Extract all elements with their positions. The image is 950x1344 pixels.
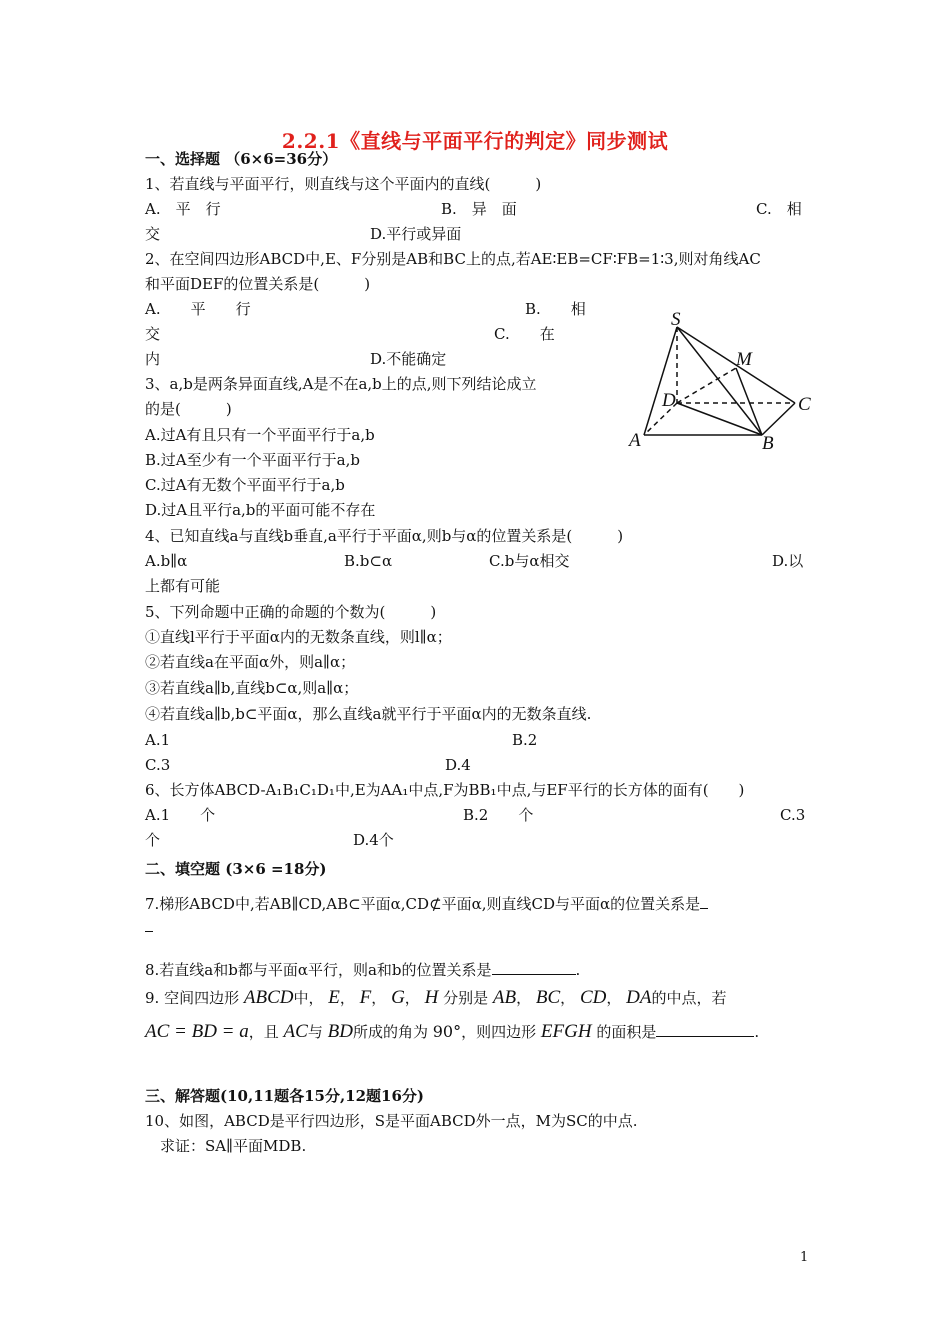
q5-statement-2: ②若直线a在平面α外，则a∥α； bbox=[145, 653, 356, 671]
q9-text: 9. 空间四边形 bbox=[145, 989, 240, 1007]
q2-option-b-cont: 交 bbox=[145, 325, 161, 343]
q9-var-e: E bbox=[328, 987, 340, 1008]
label-d: D bbox=[662, 390, 676, 411]
q3-stem: 3、a,b是两条异面直线,A是不在a,b上的点,则下列结论成立 bbox=[145, 375, 537, 393]
q8-stem: 8.若直线a和b都与平面α平行，则a和b的位置关系是 . bbox=[145, 961, 581, 979]
label-b: B bbox=[762, 433, 774, 454]
q2-stem-cont: 和平面DEF的位置关系是( ) bbox=[145, 275, 371, 293]
q3-stem-cont: 的是( ) bbox=[145, 400, 232, 418]
q7-text: 7.梯形ABCD中,若AB∥CD,AB⊂平面α,CD⊄平面α,则直线CD与平面α的位置关系是 bbox=[145, 895, 701, 913]
label-m: M bbox=[736, 349, 752, 370]
section-choice-heading: 一、选择题 （6×6=36分） bbox=[145, 150, 338, 168]
q9-text-area: 的面积是 bbox=[596, 1023, 657, 1041]
q7-stem bbox=[145, 894, 708, 913]
q9-text-mid: 的中点，若 bbox=[651, 989, 727, 1007]
q9-text-fenbie: 分别是 bbox=[443, 989, 489, 1007]
q5-stem: 5、下列命题中正确的命题的个数为( ) bbox=[145, 603, 437, 621]
q1-stem: 1、若直线与平面平行，则直线与这个平面内的直线( ) bbox=[145, 175, 542, 193]
q9-var-h: H bbox=[424, 987, 439, 1008]
q2-option-b: B. 相 bbox=[525, 300, 586, 318]
q9-var-f: F bbox=[359, 987, 372, 1008]
q9-answer-blank bbox=[656, 1022, 754, 1037]
q9-var-cd: CD bbox=[579, 987, 607, 1008]
q2-stem: 2、在空间四边形ABCD中,E、F分别是AB和BC上的点,若AE∶EB=CF∶FB=1∶3,则对角线AC bbox=[145, 250, 761, 268]
q3-option-b: B.过A至少有一个平面平行于a,b bbox=[145, 451, 360, 469]
q3-option-a: A.过A有且只有一个平面平行于a,b bbox=[145, 426, 375, 444]
q9-angle-value: 90° bbox=[432, 1022, 462, 1041]
q4-option-c: C.b与α相交 bbox=[489, 552, 570, 570]
q9-var-efgh: EFGH bbox=[540, 1021, 592, 1042]
label-s: S bbox=[671, 309, 681, 330]
q9-equation: AC = BD = a bbox=[145, 1021, 249, 1042]
q6-option-a: A.1 个 bbox=[145, 806, 216, 824]
q3-option-d: D.过A且平行a,b的平面可能不存在 bbox=[145, 501, 376, 519]
q9-var-ac: AC bbox=[283, 1021, 308, 1042]
page-title: 2.2.1《直线与平面平行的判定》同步测试 bbox=[281, 129, 669, 153]
q9-text-angle: 所成的角为 bbox=[352, 1023, 428, 1041]
q1-option-a: A. 平 行 bbox=[145, 200, 221, 218]
q2-option-c: C. 在 bbox=[494, 325, 555, 343]
q3-option-c: C.过A有无数个平面平行于a,b bbox=[145, 476, 345, 494]
q10-prove: 求证：SA∥平面MDB. bbox=[160, 1137, 307, 1155]
q9-var-da: DA bbox=[626, 987, 652, 1008]
segment-dm-hidden bbox=[677, 368, 736, 403]
section-solve-heading: 三、解答题(10,11题各15分,12题16分) bbox=[145, 1087, 425, 1105]
q8-answer-blank bbox=[492, 960, 576, 975]
q6-option-c: C.3 bbox=[780, 806, 806, 824]
page-number: 1 bbox=[800, 1250, 809, 1265]
segment-mb bbox=[736, 368, 762, 435]
q6-stem: 6、长方体ABCD-A₁B₁C₁D₁中,E为AA₁中点,F为BB₁中点,与EF平行的长方体的面有( ) bbox=[145, 781, 745, 799]
label-c: C bbox=[798, 394, 811, 415]
q5-option-b: B.2 bbox=[512, 731, 538, 749]
q4-option-d: D.以 bbox=[772, 552, 804, 570]
q4-option-b: B.b⊂α bbox=[344, 552, 393, 570]
q5-option-a: A.1 bbox=[145, 731, 171, 749]
q2-option-a: A. 平 行 bbox=[145, 300, 251, 318]
q4-stem: 4、已知直线a与直线b垂直,a平行于平面α,则b与α的位置关系是( ) bbox=[145, 527, 624, 545]
q9-text-zhong: 中， bbox=[293, 989, 324, 1007]
q5-statement-3: ③若直线a∥b,直线b⊂α,则a∥α； bbox=[145, 679, 359, 697]
q1-option-d: D.平行或异面 bbox=[370, 225, 462, 243]
q5-statement-4: ④若直线a∥b,b⊂平面α，那么直线a就平行于平面α内的无数条直线. bbox=[145, 705, 592, 723]
q6-option-d: D.4个 bbox=[353, 831, 394, 849]
q10-stem: 10、如图，ABCD是平行四边形，S是平面ABCD外一点，M为SC的中点. bbox=[145, 1112, 638, 1130]
q6-option-c-cont: 个 bbox=[145, 831, 161, 849]
q9-line-1: 9. 空间四边形 ABCD中， E， F， G， H 分别是 AB， BC， CD， DA的中点，若 bbox=[145, 987, 727, 1008]
q7-answer-blank bbox=[700, 894, 708, 909]
q1-option-b: B. 异 面 bbox=[441, 200, 517, 218]
q8-text: 8.若直线a和b都与平面α平行，则a和b的位置关系是 bbox=[145, 961, 492, 979]
q1-option-c-cont: 交 bbox=[145, 225, 161, 243]
q5-option-d: D.4 bbox=[445, 756, 471, 774]
q4-option-a: A.b∥α bbox=[145, 552, 188, 570]
q1-option-c: C. 相 bbox=[756, 200, 802, 218]
q7-answer-blank-cont bbox=[145, 917, 153, 932]
q9-var-ab: AB bbox=[492, 987, 517, 1008]
q9-line-2: AC = BD = a，且 AC与 BD所成的角为 90°，则四边形 EFGH 的面积是 . bbox=[145, 1021, 760, 1042]
q9-text-yu: 与 bbox=[307, 1023, 323, 1041]
pyramid-figure bbox=[620, 305, 820, 455]
q9-var-abcd: ABCD bbox=[243, 987, 294, 1008]
q9-var-bd: BD bbox=[327, 1021, 353, 1042]
q5-option-c: C.3 bbox=[145, 756, 171, 774]
q9-var-g: G bbox=[391, 987, 405, 1008]
q6-option-b: B.2 个 bbox=[463, 806, 534, 824]
q2-option-c-cont: 内 bbox=[145, 350, 161, 368]
q9-text-then: ，则四边形 bbox=[461, 1023, 537, 1041]
label-a: A bbox=[629, 430, 641, 451]
section-fill-heading: 二、填空题 (3×6 =18分) bbox=[145, 860, 327, 878]
q9-text-qie: ，且 bbox=[248, 1023, 279, 1041]
q5-statement-1: ①直线l平行于平面α内的无数条直线，则l∥α； bbox=[145, 628, 452, 646]
q2-option-d: D.不能确定 bbox=[370, 350, 447, 368]
q9-var-bc: BC bbox=[535, 987, 561, 1008]
q4-option-d-cont: 上都有可能 bbox=[145, 577, 221, 595]
edge-bc bbox=[762, 403, 795, 435]
